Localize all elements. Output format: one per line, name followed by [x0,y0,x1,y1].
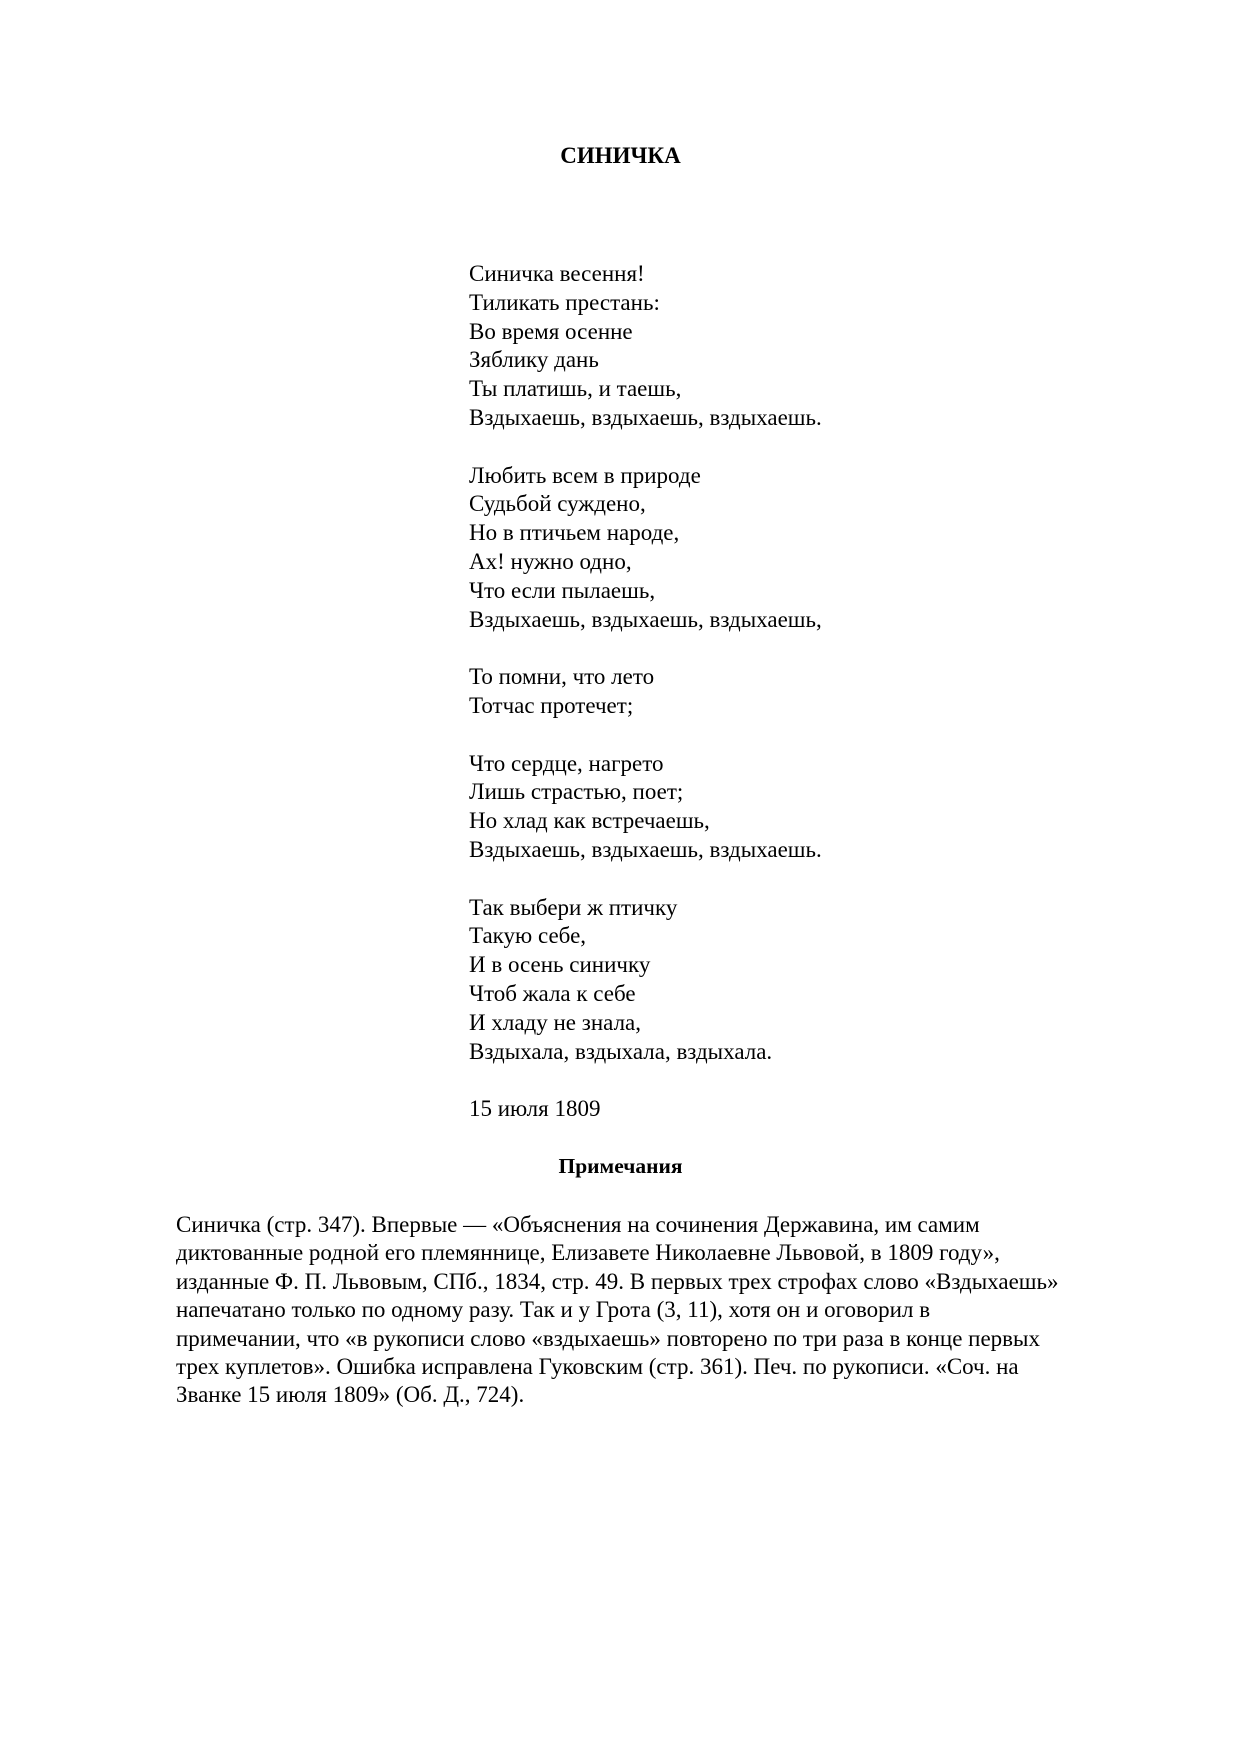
poem-line: Судьбой суждено, [469,491,646,517]
poem-line: Любить всем в природе [469,462,701,488]
poem-line: Вздыхаешь, вздыхаешь, вздыхаешь. [469,404,822,430]
poem-line: Лишь страстью, поет; [469,779,684,805]
poem-line: Вздыхала, вздыхала, вздыхала. [469,1038,773,1064]
poem-title: СИНИЧКА [560,143,681,168]
notes-line: примечании, что «в рукописи слово «вздыхаешь» повторено по три раза в конце первых [176,1325,1040,1351]
poem [469,260,822,1124]
notes-line: изданные Ф. П. Львовым, СПб., 1834, стр. 49. В первых трех строфах слово «Вздыхаешь» [176,1268,1059,1294]
poem-line: Чтоб жала к себе [469,980,636,1006]
poem-line: Вздыхаешь, вздыхаешь, вздыхаешь, [469,606,822,632]
notes-line: Синичка (стр. 347). Впервые — «Объяснения на сочинения Державина, им самим [176,1212,980,1237]
notes-line: диктованные родной его племяннице, Елизавете Николаевне Львовой, в 1809 году», [176,1240,1000,1266]
poem-line: Во время осенне [469,318,633,344]
poem-line: И в осень синичку [469,952,651,978]
poem-line: Зяблику дань [469,347,599,373]
poem-line: Тиликать престань: [469,289,660,315]
notes-heading: Примечания [558,1154,683,1178]
notes-paragraph [176,1211,1156,1410]
stanza-3 [469,663,822,721]
poem-line: Что если пылаешь, [469,577,656,603]
notes-line: напечатано только по одному разу. Так и у Грота (3, 11), хотя он и оговорил в [176,1297,931,1323]
notes-line: Званке 15 июля 1809» (Об. Д., 724). [176,1382,525,1408]
stanza-2 [469,462,822,635]
poem-line: Такую себе, [469,923,587,949]
poem-line: И хладу не знала, [469,1009,642,1035]
poem-line: Синичка весення! [469,261,645,286]
stanza-1 [469,260,822,433]
poem-line: Вздыхаешь, вздыхаешь, вздыхаешь. [469,836,822,862]
poem-line: Но хлад как встречаешь, [469,808,710,834]
poem-line: Так выбери ж птичку [469,894,678,920]
poem-line: Но в птичьем народе, [469,520,680,546]
poem-date: 15 июля 1809 [469,1096,601,1122]
poem-line: Что сердце, нагрето [469,750,664,776]
poem-line: То помни, что лето [469,664,655,690]
notes-line: трех куплетов». Ошибка исправлена Гуковским (стр. 361). Печ. по рукописи. «Соч. на [176,1354,1019,1380]
poem-line: Ты платишь, и таешь, [469,376,682,402]
poem-line: Ах! нужно одно, [469,548,632,574]
stanza-5 [469,894,822,1067]
poem-line: Тотчас протечет; [469,692,634,718]
stanza-4 [469,750,822,865]
